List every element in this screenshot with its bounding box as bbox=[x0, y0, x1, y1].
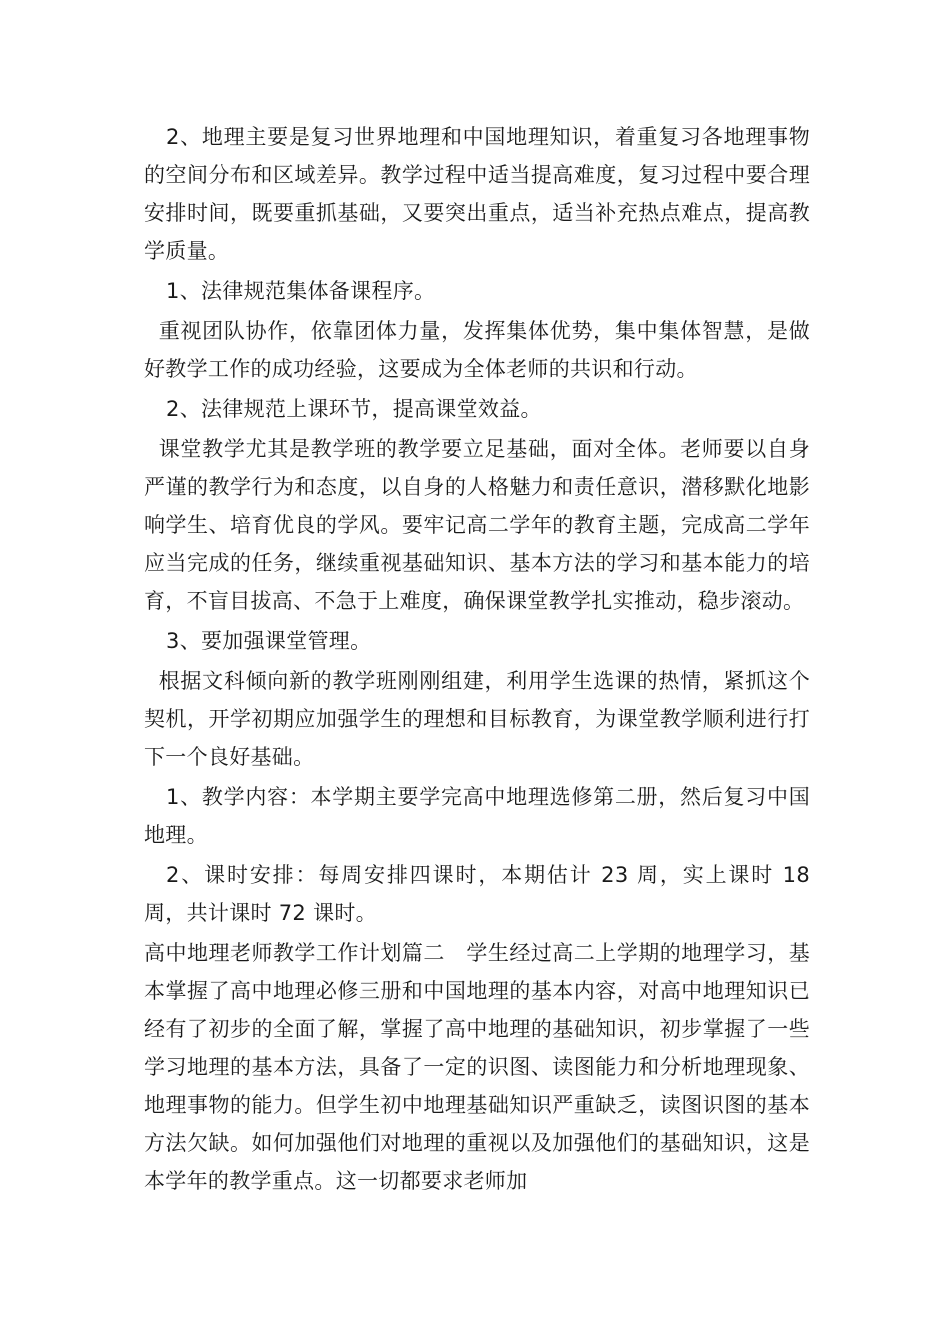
paragraph-review-content: 2、地理主要是复习世界地理和中国地理知识，着重复习各地理事物的空间分布和区域差异。教学过程中适当提高难度，复习过程中要合理安排时间，既要重抓基础，又要突出重点，适当补充热点难点，提高教学质量。 bbox=[144, 125, 810, 263]
paragraph-teamwork: 重视团队协作，依靠团体力量，发挥集体优势，集中集体智慧，是做好教学工作的成功经验，这要成为全体老师的共识和行动。 bbox=[144, 319, 810, 381]
paragraph-plan-part-two: 高中地理老师教学工作计划篇二 学生经过高二上学期的地理学习，基本掌握了高中地理必修三册和中国地理的基本内容，对高中地理知识已经有了初步的全面了解，掌握了高中地理的基础知识，初步掌握了一些学习地理的基本方法，具备了一定的识图、读图能力和分析地理现象、地理事物的能力。但学生初中地理基础知识严重缺乏，读图识图的基本方法欠缺。如何加强他们对地理的重视以及加强他们的基础知识，这是本学年的教学重点。这一切都要求老师加 bbox=[144, 941, 810, 1193]
heading-classroom-management: 3、要加强课堂管理。 bbox=[166, 629, 372, 653]
paragraph-schedule: 2、课时安排：每周安排四课时，本期估计 23 周，实上课时 18 周，共计课时 72 课时。 bbox=[144, 863, 810, 925]
heading-collective-lesson-prep: 1、法律规范集体备课程序。 bbox=[166, 279, 436, 303]
heading-class-efficiency: 2、法律规范上课环节，提高课堂效益。 bbox=[166, 397, 542, 421]
paragraph-classroom-teaching: 课堂教学尤其是教学班的教学要立足基础，面对全体。老师要以自身严谨的教学行为和态度，以自身的人格魅力和责任意识，潜移默化地影响学生、培育优良的学风。要牢记高二学年的教育主题，完成高二学年应当完成的任务，继续重视基础知识、基本方法的学习和基本能力的培育，不盲目拔高、不急于上难度，确保课堂教学扎实推动，稳步滚动。 bbox=[144, 437, 810, 613]
paragraph-teaching-content: 1、教学内容：本学期主要学完高中地理选修第二册，然后复习中国地理。 bbox=[144, 785, 810, 847]
paragraph-new-class: 根据文科倾向新的教学班刚刚组建，利用学生选课的热情，紧抓这个契机，开学初期应加强学生的理想和目标教育，为课堂教学顺利进行打下一个良好基础。 bbox=[144, 669, 810, 769]
document-body bbox=[144, 118, 810, 1202]
